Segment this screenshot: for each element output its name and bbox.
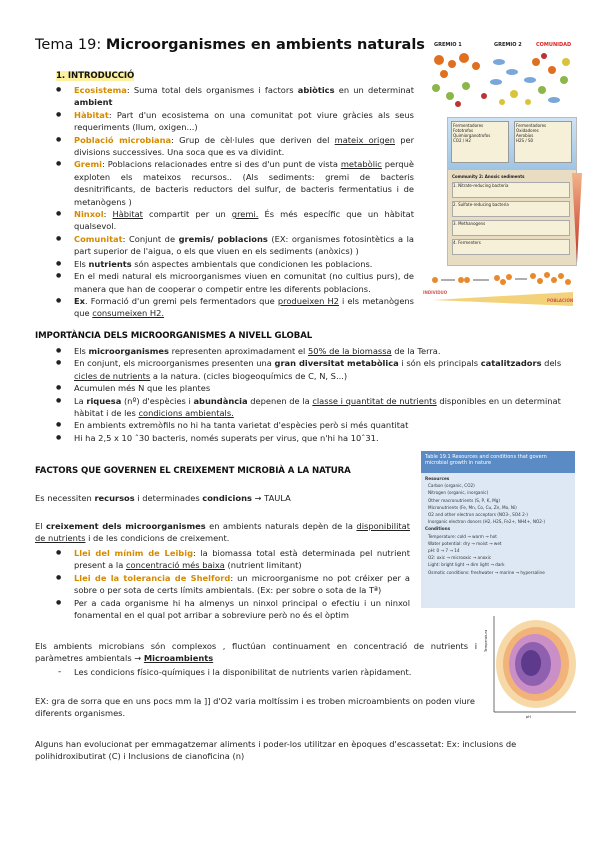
list-item: ● Ecosistema: Suma total dels organismes i factors abiòtics en un determinat ambient: [56, 84, 414, 109]
table-section-title: Conditions: [425, 526, 451, 532]
microambients-paragraph: Els ambients microbians són complexos , fluctúan continuament en concentració de nutrients i paràmetres ambientals → Microambients: [35, 641, 477, 664]
list-item: ● Hàbitat: Part d'un ecosistema on una comunitat pot viure gràcies als seus requeriments (llum, oxigen...): [56, 109, 414, 134]
gremi-illustration: [424, 50, 574, 112]
table-header: Table 19.1 Resources and conditions that govern microbial growth in nature: [421, 451, 575, 473]
list-item: ● Gremi: Poblacions relacionades entre si des d'un punt de vista metabòlic perquè exploten els mateixos recursos.. (Als sediments: gremi de bacteris desnitrificants, de bacteris reductors del sulfur, de bacteris fermentatius i de metanògens ): [56, 158, 414, 208]
individuo-label: INDIVIDUO: [423, 290, 448, 295]
table-row: Temperature: cold → warm → hot: [428, 533, 497, 539]
factors-list: [56, 547, 410, 621]
list-item: ● Ex. Formació d'un gremi pels fermentadors que produeixen H2 i els metanògens que consumeixen H2.: [56, 295, 414, 320]
community-2-box: Fermentadores Oxidadores Aerobios H2S / S0: [514, 121, 572, 163]
table-row: Light: bright light → dim light → dark: [428, 562, 505, 568]
list-item: ● Llei del mínim de Leibig: la biomassa total està determinada pel nutrient present a la concentració més baixa (nutrient limitant): [56, 547, 410, 572]
table-section-title: Resources: [425, 476, 450, 481]
importance-list: [56, 345, 571, 444]
list-item: ● En el medi natural els microorganismes viuen en comunitat (no cultius purs), de manera que han de cooperar o competir entre les diferents poblacions.: [56, 270, 414, 295]
list-item: ● Els nutrients són aspectes ambientals que condicionen les poblacions.: [56, 258, 414, 270]
list-item: - Les condicions físico-químiques i la disponibilitat de nutrients varien ràpidament.: [56, 666, 476, 678]
poblacio-label: POBLACIÓN: [547, 298, 574, 303]
gremi-figure: [424, 42, 574, 112]
factors-resources: Es necessiten recursos i determinades condicions → TAULA: [35, 493, 291, 503]
list-item: ● La riquesa (nº) d'espècies i abundància depenen de la classe i quantitat de nutrients disponibles en un determinat hàbitat i de les condicions ambientals.: [56, 395, 571, 420]
population-illustration: [423, 266, 575, 310]
x-axis-label: pH: [526, 715, 531, 719]
table-row: O2: oxic → microoxic → anoxic: [428, 555, 492, 561]
sediment-figure: [447, 117, 577, 266]
list-item: ● Hi ha 2,5 x 10 ˆ30 bacteris, només superats per virus, que n'hi ha 10ˆ31.: [56, 432, 571, 444]
intro-heading: 1. INTRODUCCIÓ: [56, 71, 135, 81]
resources-table: [421, 451, 575, 608]
table-row: Osmotic conditions: freshwater → marine → hypersaline: [428, 569, 545, 575]
niche-figure: [486, 612, 578, 724]
list-item: ● Població microbiana: Grup de cèl·lules que deriven del mateix origen per divisions successives. Una soca que es va dividint.: [56, 134, 414, 159]
table-row: pH: 0 → 7 → 14: [428, 548, 460, 554]
list-item: ● Comunitat: Conjunt de gremis/ poblacions (EX: organismes fotosintètics a la part superior de l'aigua, o els que viuen en els sediments (anòxics) ): [56, 233, 414, 258]
intro-list: [56, 84, 414, 320]
comunitat-label: COMUNIDAD: [536, 42, 572, 48]
table-row: Other macronutrients (S, P, K, Mg): [428, 497, 501, 503]
gremi-1-label: GREMIO 1: [434, 42, 462, 48]
sand-example: EX: gra de sorra que en uns pocs mm la ]] d'O2 varia moltíssim i es troben microambients on poden viure diferents organismes.: [35, 696, 476, 719]
importance-heading: IMPORTÀNCIA DELS MICROORGANISMES A NIVELL GLOBAL: [35, 331, 313, 341]
community-1-box: Fermentadores Fototrofos Quimiorganotrofos CO2 / H2: [451, 121, 509, 163]
table-row: O2 and other electron acceptors (NO3-, SO4 2-): [428, 512, 528, 518]
gremi-2-label: GREMIO 2: [494, 42, 522, 48]
table-row: Micronutrients (Fe, Mn, Co, Cu, Zn, Mo, Ni): [428, 504, 517, 510]
storage-paragraph: Alguns han evolucionat per emmagatzemar aliments i poder-los utilitzar en èpoques d'escassetat: Ex: inclusions de polihidroxibutirat (C) i Inclusions de cianoficina (n): [35, 739, 517, 762]
niche-contour-plot: [486, 612, 578, 724]
list-item: ● Ninxol: Hàbitat compartit per un gremi. És més específic que un hàbitat qualsevol.: [56, 208, 414, 233]
table-row: Inorganic electron donors (H2, H2S, Fe2+, NH4+, NO2-): [428, 519, 546, 525]
table-row: Nitrogen (organic, inorganic): [428, 490, 489, 496]
sediment-steps: Community 2: Anoxic sediments 1. Nitrate-reducing bacteria 2. Sulfate-reducing bacteria 3. Methanogens 4. Fermenters: [452, 174, 570, 255]
factors-heading: FACTORS QUE GOVERNEN EL CREIXEMENT MICROBIÀ A LA NATURA: [35, 466, 351, 476]
list-item: ● Per a cada organisme hi ha almenys un ninxol principal o efectiu i un ninxol fonamental en el qual pot arribar a sobreviure però no és el òptim: [56, 597, 410, 622]
list-item: ● En ambients extremòfils no hi ha tanta varietat d'espècies però si més quantitat: [56, 419, 571, 431]
list-item: ● En conjunt, els microorganismes presenten una gran diversitat metabòlica i són els principals catalitzadors dels cicles de nutrients a la natura. (cicles biogeoquímics de C, N, S...): [56, 357, 571, 382]
y-axis-label: Temperatura: [484, 629, 488, 652]
population-figure: [423, 266, 575, 310]
page-title: Tema 19: Microorganismes en ambients naturals: [35, 37, 425, 53]
list-item: ● Els microorganismes representen aproximadament el 50% de la biomassa de la Terra.: [56, 345, 571, 357]
list-item: ● Llei de la tolerancia de Shelford: un microorganisme no pot créixer per a sobre o per sota de certs límits ambientals. (Ex: per sobre o sota de la Tª): [56, 572, 410, 597]
factors-growth: El creixement dels microorganismes en ambients naturals depèn de la disponibilitat de nutrients i de les condicions de creixement.: [35, 521, 410, 544]
list-item: ● Acumulen més N que les plantes: [56, 382, 571, 394]
microambients-list: [56, 666, 476, 678]
table-row: Water potential: dry → moist → wet: [428, 540, 502, 546]
table-row: Carbon (organic, CO2): [428, 483, 475, 489]
